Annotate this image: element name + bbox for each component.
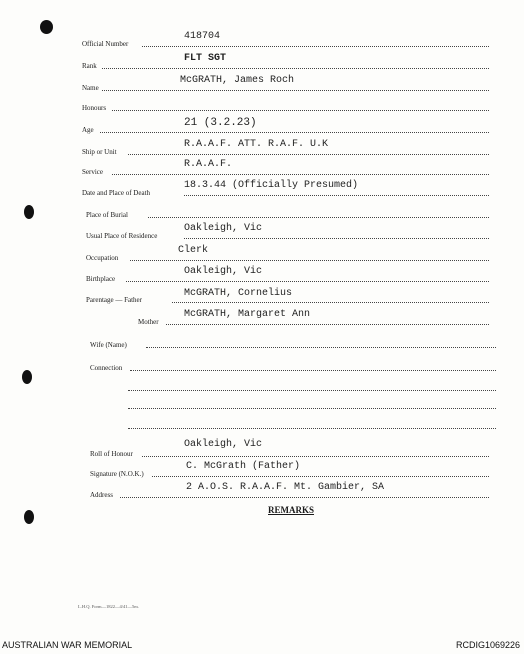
signature-value: C. McGrath (Father) — [186, 461, 301, 472]
address-value: 2 A.O.S. R.A.A.F. Mt. Gambier, SA — [186, 482, 385, 493]
burial-line — [148, 217, 489, 218]
ship-or-unit-line — [128, 154, 489, 155]
connection-line-3 — [128, 408, 496, 409]
ship-or-unit-label: Ship or Unit — [82, 148, 117, 156]
wife-label: Wife (Name) — [90, 341, 127, 349]
mother-label: Mother — [138, 318, 159, 326]
roll-of-honour-label: Roll of Honour — [90, 450, 133, 458]
name-line — [102, 90, 489, 91]
death-label: Date and Place of Death — [82, 189, 151, 197]
punch-hole-middle — [22, 370, 32, 384]
birthplace-value: Oakleigh, Vic — [184, 266, 263, 277]
roll-of-honour-line — [142, 456, 489, 457]
occupation-line — [130, 260, 489, 261]
father-label: Parentage — Father — [86, 296, 142, 304]
wife-line — [146, 347, 496, 348]
service-line — [112, 174, 489, 175]
occupation-value: Clerk — [178, 245, 209, 256]
connection-label: Connection — [90, 364, 123, 372]
residence-value: Oakleigh, Vic — [184, 223, 263, 234]
punch-hole-upper — [24, 205, 34, 219]
form-code: L.H.Q. Form—1822—4/41—5m. — [78, 604, 139, 609]
age-value: 21 (3.2.23) — [184, 117, 257, 129]
burial-label: Place of Burial — [86, 211, 128, 219]
death-value: 18.3.44 (Officially Presumed) — [184, 180, 359, 191]
mother-line — [166, 324, 489, 325]
connection-line-2 — [128, 390, 496, 391]
footer-publisher: AUSTRALIAN WAR MEMORIAL — [2, 640, 133, 650]
occupation-label: Occupation — [86, 254, 119, 262]
connection-line-1 — [130, 370, 496, 371]
father-line — [172, 302, 489, 303]
signature-line — [152, 476, 489, 477]
official-number-value: 418704 — [184, 31, 221, 42]
birthplace-label: Birthplace — [86, 275, 116, 283]
rank-value: FLT SGT — [184, 53, 227, 64]
rank-label: Rank — [82, 62, 97, 70]
birthplace-line — [126, 281, 489, 282]
punch-hole-top — [40, 20, 53, 34]
ship-or-unit-value: R.A.A.F. ATT. R.A.F. U.K — [184, 139, 329, 150]
honours-label: Honours — [82, 104, 107, 112]
honours-line — [112, 110, 489, 111]
roll-of-honour-value: Oakleigh, Vic — [184, 439, 263, 450]
age-line — [100, 132, 489, 133]
name-value: McGRATH, James Roch — [180, 75, 295, 86]
remarks-heading: REMARKS — [268, 505, 315, 515]
signature-label: Signature (N.O.K.) — [90, 470, 144, 478]
mother-value: McGRATH, Margaret Ann — [184, 309, 311, 320]
official-number-label: Official Number — [82, 40, 129, 48]
official-number-line — [142, 46, 489, 47]
address-line — [120, 497, 489, 498]
age-label: Age — [82, 126, 94, 134]
footer-record-id: RCDIG1069226 — [455, 640, 520, 650]
residence-line — [184, 238, 489, 239]
death-line — [184, 195, 489, 196]
name-label: Name — [82, 84, 99, 92]
punch-hole-lower — [24, 510, 34, 524]
connection-line-4 — [128, 428, 496, 429]
rank-line — [102, 68, 489, 69]
father-value: McGRATH, Cornelius — [184, 288, 293, 299]
service-label: Service — [82, 168, 103, 176]
residence-label: Usual Place of Residence — [86, 232, 158, 240]
address-label: Address — [90, 491, 113, 499]
service-value: R.A.A.F. — [184, 159, 233, 170]
